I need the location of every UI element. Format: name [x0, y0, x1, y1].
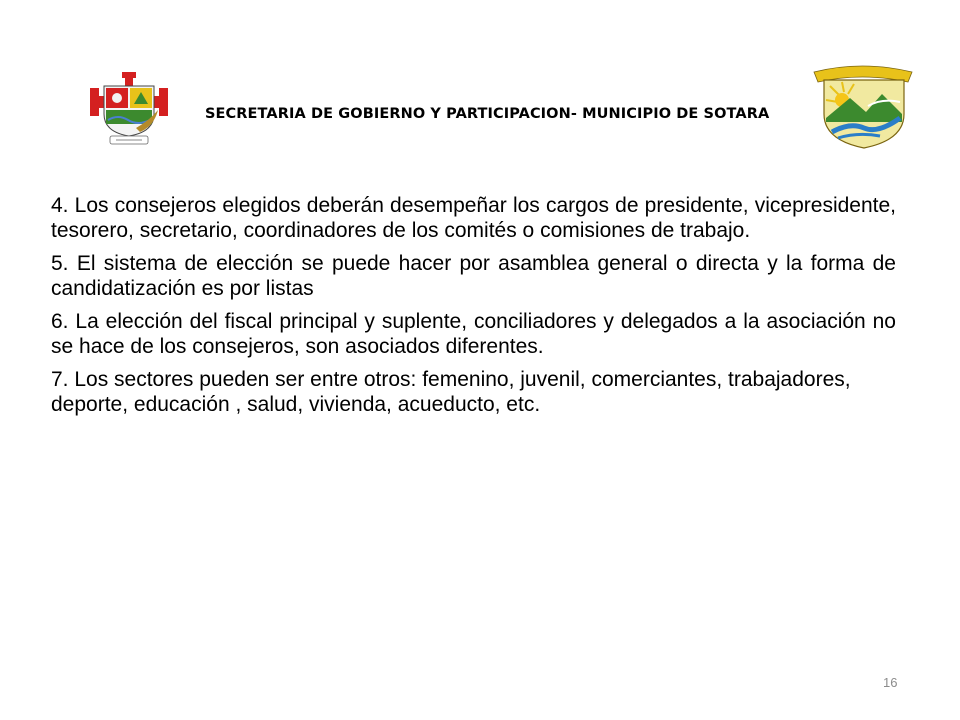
paragraph-item-4: 4. Los consejeros elegidos deberán desempeñar los cargos de presidente, vicepresidente, tesorero, secretario, coordinadores de los comités o comisiones de trabajo.: [51, 194, 896, 242]
page-number: 16: [883, 675, 898, 690]
paragraph-item-6: 6. La elección del fiscal principal y suplente, conciliadores y delegados a la asociación no se hace de los consejeros, son asociados diferentes.: [51, 310, 896, 358]
slide-body: [51, 193, 896, 425]
header-title: SECRETARIA DE GOBIERNO Y PARTICIPACION- MUNICIPIO DE SOTARA: [205, 106, 770, 122]
sotara-municipal-shield-icon: [810, 62, 916, 150]
red-cross-coat-of-arms-icon: [88, 70, 170, 148]
slide-header: [0, 0, 960, 160]
paragraph-item-5: 5. El sistema de elección se puede hacer por asamblea general o directa y la forma de candidatización es por listas: [51, 252, 896, 300]
paragraph-item-7: 7. Los sectores pueden ser entre otros: femenino, juvenil, comerciantes, trabajadores, deporte, educación , salud, vivienda, acueducto, etc.: [51, 368, 851, 416]
